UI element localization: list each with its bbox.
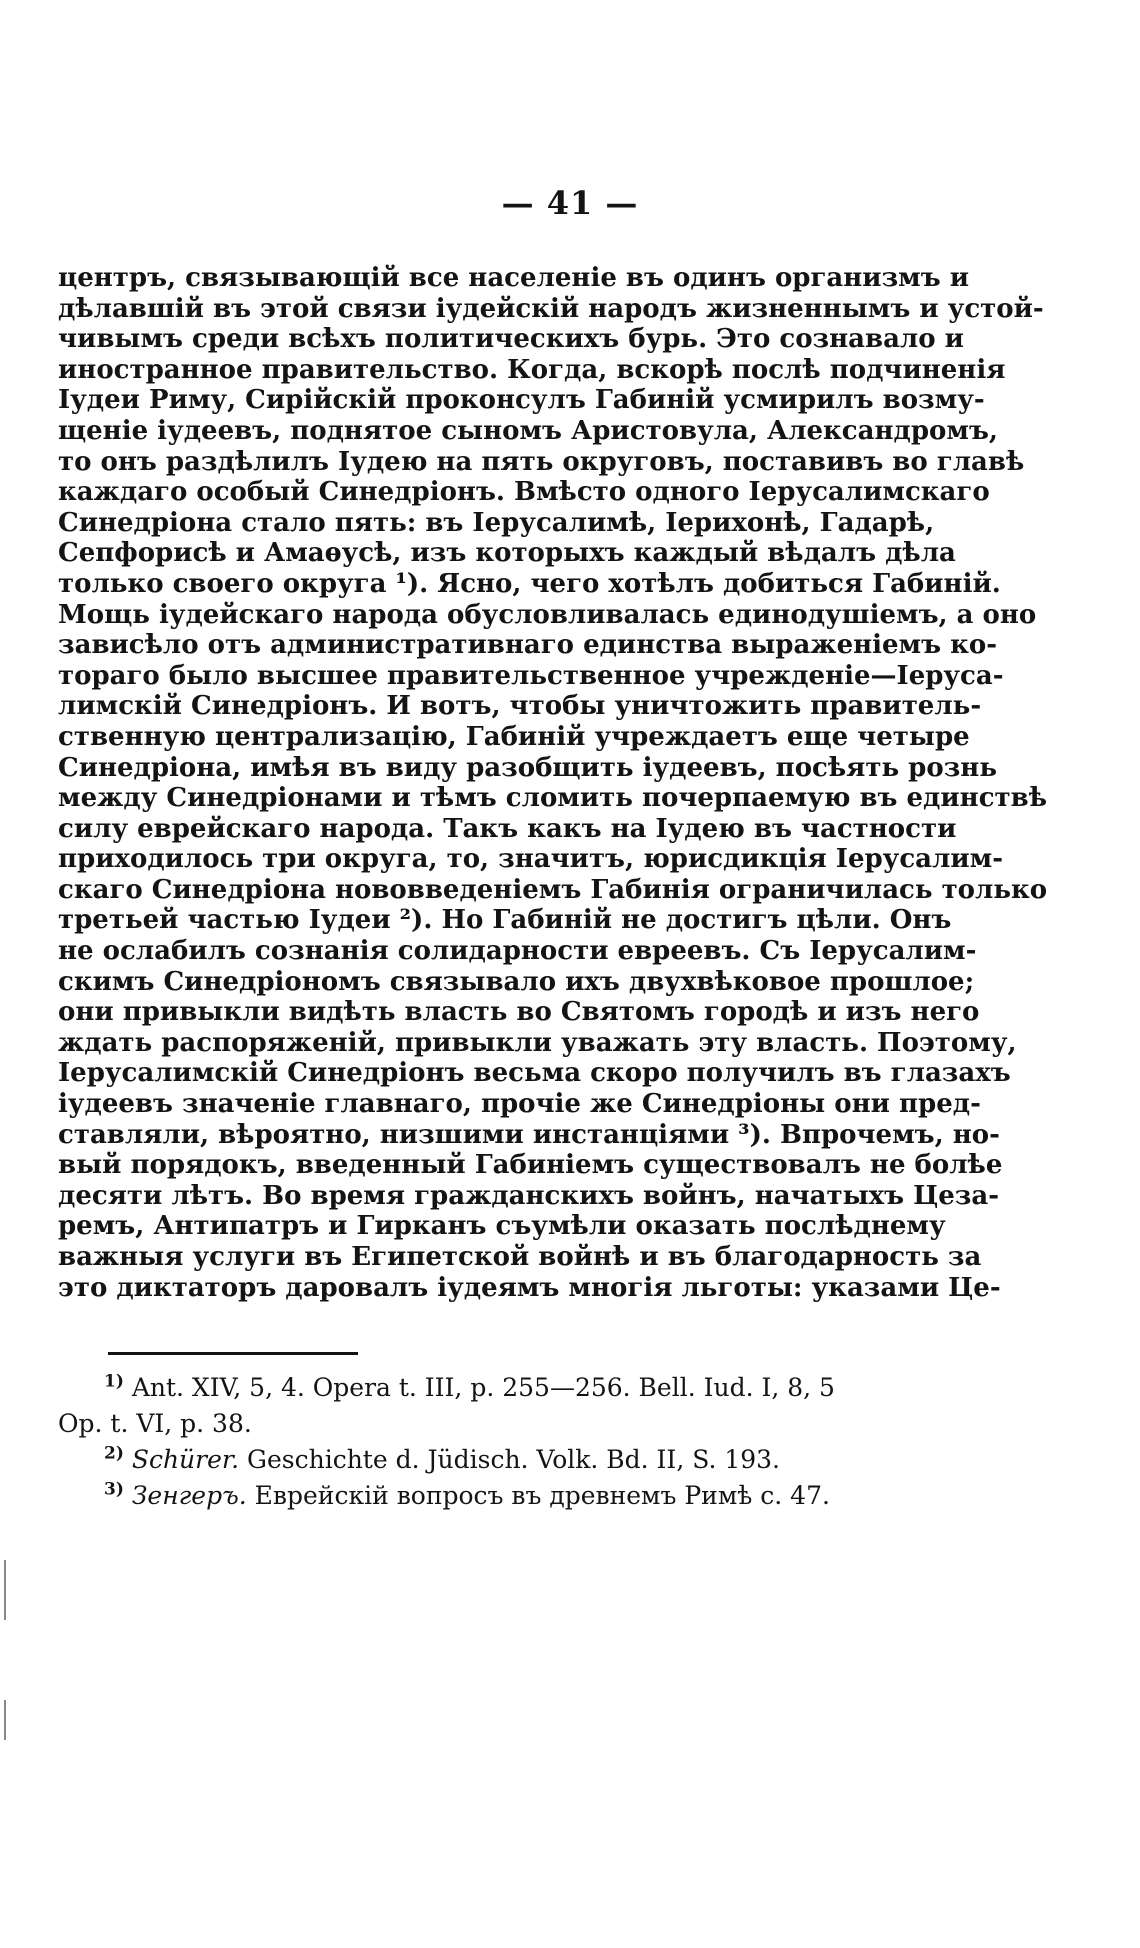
text-line: Іерусалимскій Синедріонъ весьма скоро получилъ въ глазахъ — [58, 1058, 1011, 1089]
text-line: зависѣло отъ административнаго единства выраженіемъ ко- — [58, 630, 998, 661]
text-line: щеніе іудеевъ, поднятое сыномъ Аристовула, Александромъ, — [58, 415, 998, 446]
footnote-3 — [58, 1478, 888, 1514]
footnote-2 — [58, 1442, 888, 1478]
footnote-author: Schürer. — [131, 1445, 240, 1474]
text-line: важныя услуги въ Египетской войнѣ и въ благодарность за — [58, 1242, 982, 1272]
text-line: центръ, связывающій все населеніе въ одинъ организмъ и — [58, 263, 970, 293]
text-line: только своего округа ¹). Ясно, чего хотѣлъ добиться Габиній. — [58, 568, 1001, 599]
footnote-text: Geschichte d. Jüdisch. Volk. Bd. II, S. 193. — [247, 1445, 780, 1474]
footnote-1 — [58, 1370, 888, 1406]
footnote-text: Ant. XIV, 5, 4. Opera t. III, p. 255—256. Bell. Iud. I, 8, 5 — [131, 1373, 835, 1402]
text-line: тораго было высшее правительственное учрежденіе—Іеруса- — [58, 660, 1004, 691]
text-line: каждаго особый Синедріонъ. Вмѣсто одного Іерусалимскаго — [58, 477, 990, 508]
text-line: приходилось три округа, то, значитъ, юрисдикція Іерусалим- — [58, 844, 1003, 875]
text-line: третьей частью Іудеи ²). Но Габиній не достигъ цѣли. Онъ — [58, 905, 952, 936]
scan-margin-mark — [4, 1560, 6, 1620]
text-line: чивымъ среди всѣхъ политическихъ бурь. Это сознавало и — [58, 324, 964, 355]
text-line: Сепфорисѣ и Амаѳусѣ, изъ которыхъ каждый вѣдалъ дѣла — [58, 538, 956, 569]
footnote-marker: 2) — [104, 1443, 124, 1464]
text-line: силу еврейскаго народа. Такъ какъ на Іудею въ частности — [58, 813, 957, 844]
text-line: это диктаторъ даровалъ іудеямъ многія льготы: указами Це- — [58, 1272, 1001, 1303]
text-line: иностранное правительство. Когда, вскорѣ послѣ подчиненія — [58, 354, 1006, 385]
text-line: ставляли, вѣроятно, низшими инстанціями ³). Впрочемъ, но- — [58, 1119, 1000, 1150]
text-line: Мощь іудейскаго народа обусловливалась единодушіемъ, а оно — [58, 599, 1037, 630]
text-line: то онъ раздѣлилъ Іудею на пять округовъ, поставивъ во главѣ — [58, 446, 1025, 477]
text-line: между Синедріонами и тѣмъ сломить почерпаемую въ единствѣ — [58, 783, 1047, 814]
scan-margin-mark — [4, 1700, 6, 1740]
text-line: скимъ Синедріономъ связывало ихъ двухвѣковое прошлое; — [58, 966, 975, 997]
text-line: десяти лѣтъ. Во время гражданскихъ войнъ, начатыхъ Цеза- — [58, 1180, 1000, 1211]
text-line: вый порядокъ, введенный Габиніемъ существовалъ не болѣе — [58, 1150, 1003, 1181]
text-line: дѣлавшій въ этой связи іудейскій народъ жизненнымъ и устой- — [58, 293, 1044, 324]
footnote-author: Зенгеръ. — [131, 1481, 247, 1510]
footnote-text: Еврейскій вопросъ въ древнемъ Римѣ с. 47. — [254, 1481, 830, 1510]
body-text — [58, 263, 1048, 1303]
footnote-marker: 1) — [104, 1371, 124, 1392]
text-line: ремъ, Антипатръ и Гирканъ съумѣли оказать послѣднему — [58, 1211, 946, 1242]
text-line: іудеевъ значеніе главнаго, прочіе же Синедріоны они пред- — [58, 1089, 981, 1120]
text-line: ждать распоряженій, привыкли уважать эту власть. Поэтому, — [58, 1027, 1017, 1058]
text-line: Синедріона стало пять: въ Іерусалимѣ, Іерихонѣ, Гадарѣ, — [58, 507, 935, 538]
footnotes — [58, 1370, 888, 1514]
footnote-1-continuation: Op. t. VI, p. 38. — [58, 1409, 252, 1438]
text-line: Синедріона, имѣя въ виду разобщить іудеевъ, посѣять рознь — [58, 752, 997, 783]
text-line: не ослабилъ сознанія солидарности евреевъ. Съ Іерусалим- — [58, 936, 977, 967]
text-line: Іудеи Риму, Сирійскій проконсулъ Габиній усмирилъ возму- — [58, 385, 985, 416]
text-line: лимскій Синедріонъ. И вотъ, чтобы уничтожить правитель- — [58, 691, 982, 722]
text-line: скаго Синедріона нововведеніемъ Габинія ограничилась только — [58, 874, 1048, 905]
footnote-marker: 3) — [104, 1479, 124, 1500]
page-number: — 41 — — [501, 184, 639, 222]
footnote-separator — [108, 1352, 358, 1355]
text-line: они привыкли видѣть власть во Святомъ городѣ и изъ него — [58, 997, 980, 1028]
text-line: ственную централизацію, Габиній учреждаетъ еще четыре — [58, 721, 970, 752]
